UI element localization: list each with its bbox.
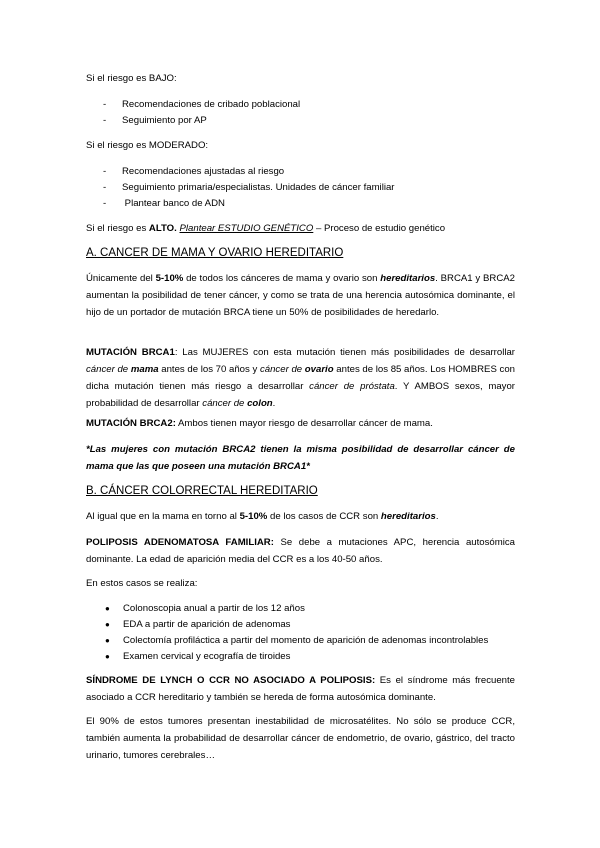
section-a-paragraph: Únicamente del 5-10% de todos los cánceres de mama y ovario son hereditarios. BRCA1 y BRCA2 aumentan la posibilidad de tener cáncer, y como se trata de una herencia autosómica dominante, el hijo de un portador de mutación BRCA tiene un 50% de posibilidades de heredarlo. [86, 273, 515, 318]
list-item: - Seguimiento primaria/especialistas. Unidades de cáncer familiar [103, 182, 395, 193]
brca1-paragraph: MUTACIÓN BRCA1: Las MUJERES con esta mutación tienen más posibilidades de desarrollar cáncer de mama antes de los 70 años y cáncer de ovario antes de los 85 años. Los HOMBRES con dicha mutación tienen más riesgo a desarrollar cáncer de próstata. Y AMBOS sexos, mayor probabilidad de desarrollar cáncer de colon. [86, 347, 516, 409]
list-item: - Plantear banco de ADN [103, 198, 225, 209]
riesgo-bajo-intro: Si el riesgo es BAJO: [86, 73, 177, 84]
poliposis-paragraph: POLIPOSIS ADENOMATOSA FAMILIAR: Se debe a mutaciones APC, herencia autosómica dominante. La edad de aparición media del CCR es a los 40-50 años. [86, 537, 516, 565]
list-item: - Recomendaciones de cribado poblacional [103, 99, 301, 110]
riesgo-moderado-intro: Si el riesgo es MODERADO: [86, 140, 209, 151]
section-b-paragraph: Al igual que en la mama en torno al 5-10% de los casos de CCR son hereditarios. [86, 511, 439, 522]
microsatelites-paragraph: El 90% de estos tumores presentan inestabilidad de microsatélites. No sólo se produce CCR, también aumenta la probabilidad de desarrollar cáncer de endometrio, de ovario, gástrico, del tracto urinario, tumores cerebrales… [86, 716, 515, 761]
riesgo-alto-line: Si el riesgo es ALTO. Plantear ESTUDIO GENÉTICO – Proceso de estudio genético [86, 223, 446, 234]
lynch-paragraph: SÍNDROME DE LYNCH O CCR NO ASOCIADO A POLIPOSIS: Es el síndrome más frecuente asociado a CCR hereditario y también se hereda de forma autosómica dominante. [86, 675, 515, 703]
list-item: ● Examen cervical y ecografía de tiroides [105, 651, 291, 662]
estudio-genetico-link[interactable]: Plantear ESTUDIO GENÉTICO [179, 223, 314, 234]
section-b-heading: B. CÁNCER COLORRECTAL HEREDITARIO [86, 485, 318, 497]
list-item: - Recomendaciones ajustadas al riesgo [103, 166, 285, 177]
realiza-intro: En estos casos se realiza: [86, 578, 198, 589]
list-item: ● Colectomía profiláctica a partir del momento de aparición de adenomas incontrolables [105, 635, 489, 646]
brca2-note: *Las mujeres con mutación BRCA2 tienen la misma posibilidad de desarrollar cáncer de mama que las que poseen una mutación BRCA1* [86, 444, 515, 472]
brca2-paragraph: MUTACIÓN BRCA2: Ambos tienen mayor riesgo de desarrollar cáncer de mama. [86, 418, 433, 429]
section-a-heading: A. CANCER DE MAMA Y OVARIO HEREDITARIO [86, 247, 344, 259]
list-item: ● EDA a partir de aparición de adenomas [105, 619, 291, 630]
list-item: - Seguimiento por AP [103, 115, 207, 126]
list-item: ● Colonoscopia anual a partir de los 12 años [105, 603, 305, 614]
